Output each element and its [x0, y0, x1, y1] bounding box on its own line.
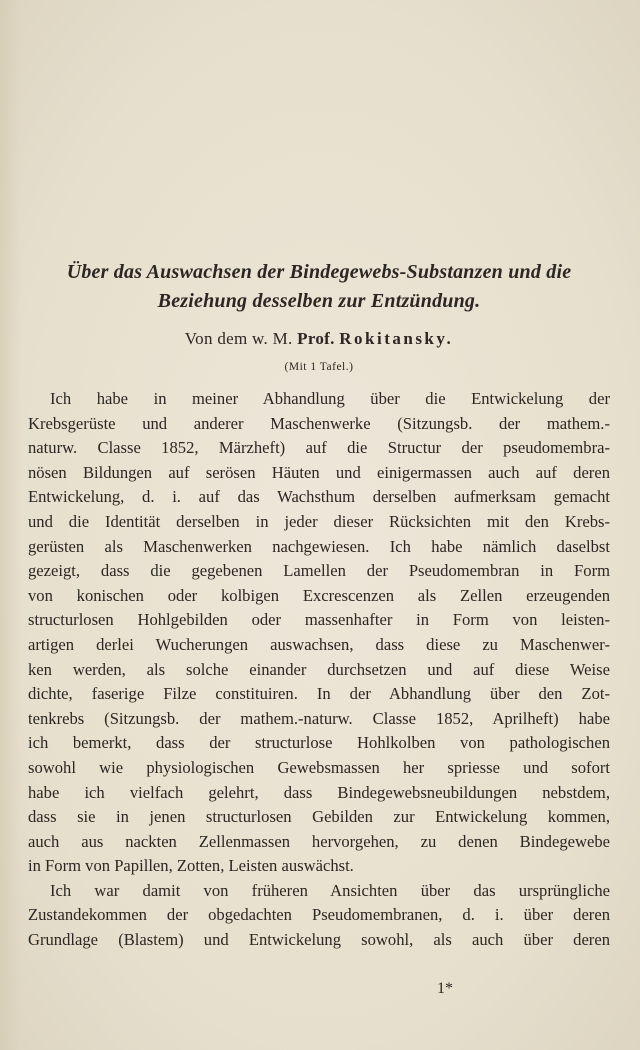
title-line-1: Über das Auswachsen der Bindegewebs-Substanzen und die — [66, 261, 572, 283]
body-line: Entwickelung, d. i. auf das Wachsthum derselben aufmerksam gemacht — [28, 487, 610, 507]
body-line: artigen derlei Wucherungen auswachsen, dass diese zu Maschenwer- — [28, 634, 610, 654]
page-number: 1* — [437, 980, 453, 997]
body-line: ich bemerkt, dass der structurlose Hohlkolben von pathologischen — [28, 733, 610, 753]
plate-note: (Mit 1 Tafel.) — [284, 361, 354, 373]
body-line: habe ich vielfach gelehrt, dass Bindegewebsneubildungen nebstdem, — [28, 782, 610, 802]
body-line: nösen Bildungen auf serösen Häuten und einigermassen auch auf deren — [28, 462, 610, 482]
body-line: ken werden, als solche einander durchsetzen und auf diese Weise — [28, 659, 610, 679]
body-line: in Form von Papillen, Zotten, Leisten auswächst. — [28, 856, 354, 876]
body-line: von konischen oder kolbigen Excrescenzen als Zellen erzeugenden — [28, 585, 610, 605]
title-line-2: Beziehung desselben zur Entzündung. — [157, 290, 481, 312]
body-line: Zustandekommen der obgedachten Pseudomembranen, d. i. über deren — [28, 905, 610, 925]
body-line: tenkrebs (Sitzungsb. der mathem.-naturw. Classe 1852, Aprilheft) habe — [28, 708, 610, 728]
body-line: auch aus nackten Zellenmassen hervorgehen, zu denen Bindegewebe — [28, 831, 610, 851]
body-line: dass sie in jenen structurlosen Gebilden zur Entwickelung kommen, — [28, 807, 610, 827]
article-content — [28, 258, 610, 953]
author-line — [28, 329, 610, 349]
author-name: Rokitansky. — [339, 329, 454, 348]
body-line: Ich war damit von früheren Ansichten über das ursprüngliche — [50, 880, 610, 900]
body-line: sowohl wie physiologischen Gewebsmassen her spriesse und sofort — [28, 757, 610, 777]
body-line: und die Identität derselben in jeder dieser Rücksichten mit den Krebs- — [28, 511, 610, 531]
body-line: Grundlage (Blastem) und Entwickelung sowohl, als auch über deren — [28, 930, 610, 950]
body-line: Ich habe in meiner Abhandlung über die Entwickelung der — [50, 389, 610, 408]
body-line: naturw. Classe 1852, Märzheft) auf die Structur der pseudomembra- — [28, 438, 610, 458]
body-line: gerüsten als Maschenwerken nachgewiesen. Ich habe nämlich daselbst — [28, 536, 610, 556]
body-line: structurlosen Hohlgebilden oder massenhafter in Form von leisten- — [28, 610, 610, 630]
author-prefix: Von dem w. M. — [184, 329, 293, 348]
page-edge-shadow — [0, 0, 22, 1050]
body-line: gezeigt, dass die gegebenen Lamellen der Pseudomembran in Form — [28, 561, 610, 581]
body-line: Krebsgerüste und anderer Maschenwerke (Sitzungsb. der mathem.- — [28, 413, 610, 433]
author-title: Prof. — [297, 329, 335, 348]
body-text — [28, 387, 610, 953]
article-title — [28, 258, 610, 316]
body-line: dichte, faserige Filze constituiren. In der Abhandlung über den Zot- — [28, 684, 610, 704]
